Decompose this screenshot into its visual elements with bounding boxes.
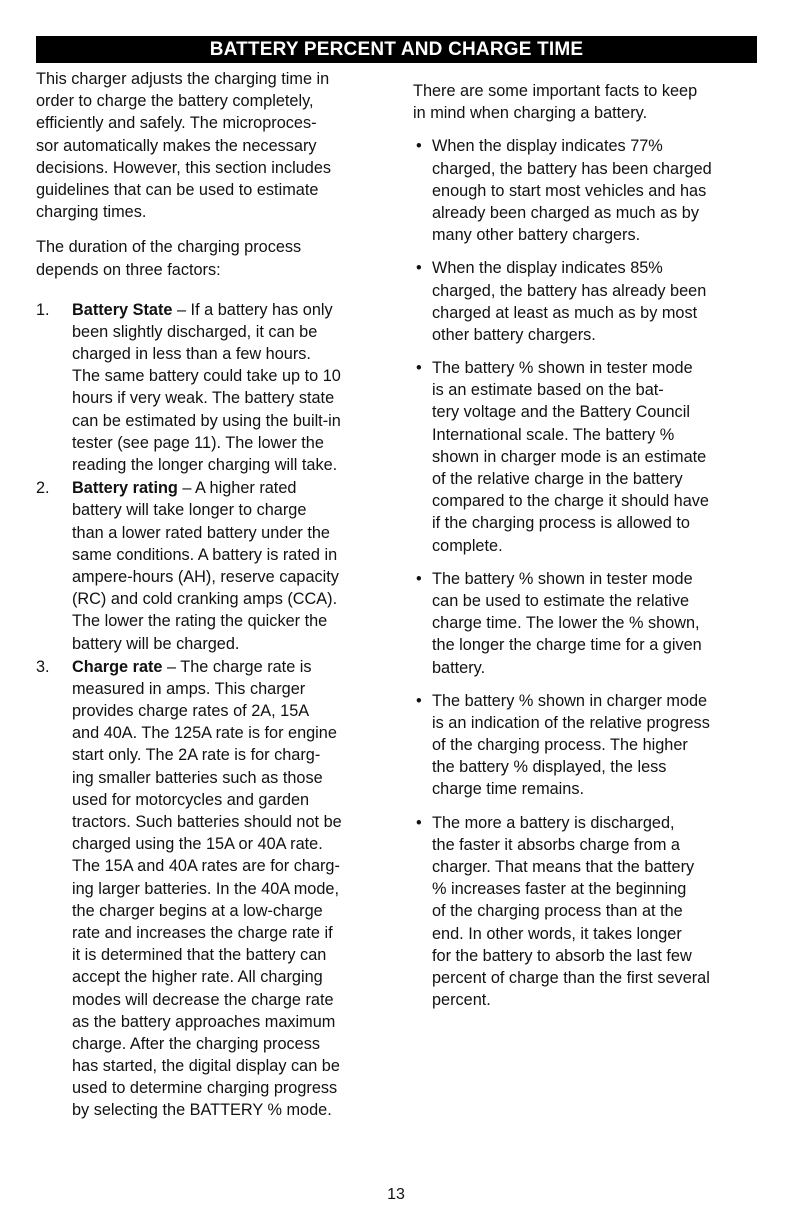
text-line: many other battery chargers. [432,226,641,245]
text-line: charged at least as much as by most [432,303,698,322]
text-line: rate and increases the charge rate if [72,923,333,942]
text-line: for the battery to absorb the last few [432,946,692,965]
item-text: – If a battery has only [172,300,333,319]
text-line: The more a battery is discharged, [432,813,675,832]
text-line: charged, the battery has been charged [432,159,712,178]
text-line: tery voltage and the Battery Council [432,403,690,422]
paragraph [413,80,763,124]
bullet-icon: • [416,359,422,378]
text-line: can be estimated by using the built-in [72,411,341,430]
text-line: charger. That means that the battery [432,858,695,876]
text-line: is an indication of the relative progress [432,713,710,732]
text-line: if the charging process is allowed to [432,514,690,533]
text-line: the battery % displayed, the less [432,758,667,777]
item-heading: Battery State [72,300,173,319]
text-line: decisions. However, this section includes [36,158,332,177]
paragraph [36,236,396,280]
item-text: – The charge rate is [162,657,312,676]
list-number: 3. [36,657,50,676]
text-line: percent of charge than the first several [432,968,710,987]
text-line: sor automatically makes the necessary [36,136,317,155]
text-line: ampere-hours (AH), reserve capacity [72,567,339,586]
list-item [36,656,396,1122]
section-title: BATTERY PERCENT AND CHARGE TIME [36,36,757,63]
text-line: the longer the charge time for a given [432,636,702,655]
text-line: of the charging process than at the [432,902,683,921]
text-line: The battery % shown in tester mode [432,569,693,588]
bullet-item [413,257,763,346]
text-line: guidelines that can be used to estimate [36,180,319,199]
text-line: enough to start most vehicles and has [432,181,707,200]
text-line: complete. [432,536,503,555]
text-line [72,299,396,321]
text-line: the charger begins at a low-charge [72,901,323,920]
text-line: charged using the 15A or 40A rate. [72,835,323,854]
text-line: percent. [432,991,491,1010]
paragraph [36,68,396,223]
text-line: battery will be charged. [72,634,240,653]
bullet-icon: • [416,569,422,588]
text-line [72,477,396,499]
bullet-item [413,568,763,679]
text-line: than a lower rated battery under the [72,523,330,542]
text-line: accept the higher rate. All charging [72,968,323,987]
text-line: battery. [432,658,486,677]
text-line: by selecting the BATTERY % mode. [72,1101,332,1120]
text-line: in mind when charging a battery. [413,104,648,123]
text-line: battery will take longer to charge [72,501,307,520]
text-line: is an estimate based on the bat- [432,381,664,400]
text-line: has started, the digital display can be [72,1057,340,1076]
text-line: charge. After the charging process [72,1034,320,1053]
text-line: measured in amps. This charger [72,679,306,698]
numbered-list [36,299,396,1122]
text-line [72,656,396,678]
text-line: modes will decrease the charge rate [72,990,334,1009]
text-line: used for motorcycles and garden [72,790,310,809]
text-line: other battery chargers. [432,325,596,344]
text-line: When the display indicates 85% [432,259,663,278]
text-line: The battery % shown in tester mode [432,359,693,378]
text-line: order to charge the battery completely, [36,92,314,111]
text-line: can be used to estimate the relative [432,591,690,610]
text-line: of the charging process. The higher [432,736,688,755]
text-line: compared to the charge it should have [432,492,709,511]
right-column [413,80,763,1022]
text-line: same conditions. A battery is rated in [72,545,338,564]
text-line: International scale. The battery % [432,425,675,444]
text-line: as the battery approaches maximum [72,1012,336,1031]
bullet-icon: • [416,691,422,710]
text-line: tester (see page 11). The lower the [72,433,324,452]
text-line: start only. The 2A rate is for charg- [72,746,321,765]
text-line: been slightly discharged, it can be [72,322,318,341]
left-column [36,68,396,1123]
text-line: and 40A. The 125A rate is for engine [72,724,337,743]
text-line: it is determined that the battery can [72,946,327,965]
text-line: The same battery could take up to 10 [72,367,341,386]
text-line: % increases faster at the beginning [432,880,687,899]
list-item [36,299,396,477]
text-line: provides charge rates of 2A, 15A [72,702,310,721]
text-line: of the relative charge in the battery [432,470,683,488]
text-line: When the display indicates 77% [432,137,663,156]
text-line: depends on three factors: [36,260,221,279]
text-line: the faster it absorbs charge from a [432,835,680,854]
text-line: already been charged as much as by [432,203,699,222]
text-line: end. In other words, it takes longer [432,924,682,943]
bullet-icon: • [416,137,422,156]
text-line: ing smaller batteries such as those [72,768,323,787]
text-line: The 15A and 40A rates are for charg- [72,857,340,876]
text-line: tractors. Such batteries should not be [72,813,342,831]
bullet-icon: • [416,259,422,278]
list-number: 2. [36,479,50,498]
bullet-item [413,135,763,246]
text-line: charge time remains. [432,780,585,799]
list-item [36,477,396,655]
bullet-item [413,690,763,801]
text-line: The lower the rating the quicker the [72,612,328,631]
list-number: 1. [36,300,50,319]
bullet-item [413,357,763,557]
text-line: The battery % shown in charger mode [432,691,708,710]
text-line: efficiently and safely. The microproces- [36,114,317,133]
text-line: ing larger batteries. In the 40A mode, [72,879,339,898]
text-line: used to determine charging progress [72,1079,338,1098]
item-heading: Charge rate [72,657,163,676]
text-line: charge time. The lower the % shown, [432,614,700,633]
text-line: charged in less than a few hours. [72,345,311,364]
text-line: reading the longer charging will take. [72,456,338,474]
item-heading: Battery rating [72,479,178,498]
item-text: – A higher rated [177,479,297,498]
text-line: There are some important facts to keep [413,82,698,100]
text-line: This charger adjusts the charging time in [36,70,330,88]
text-line: (RC) and cold cranking amps (CCA). [72,590,338,609]
text-line: hours if very weak. The battery state [72,389,335,408]
bullet-item [413,812,763,1012]
text-line: charged, the battery has already been [432,281,707,300]
text-line: The duration of the charging process [36,238,302,257]
text-line: charging times. [36,203,147,222]
bullet-icon: • [416,813,422,832]
text-line: shown in charger mode is an estimate [432,447,707,466]
page-number: 13 [387,1186,405,1203]
